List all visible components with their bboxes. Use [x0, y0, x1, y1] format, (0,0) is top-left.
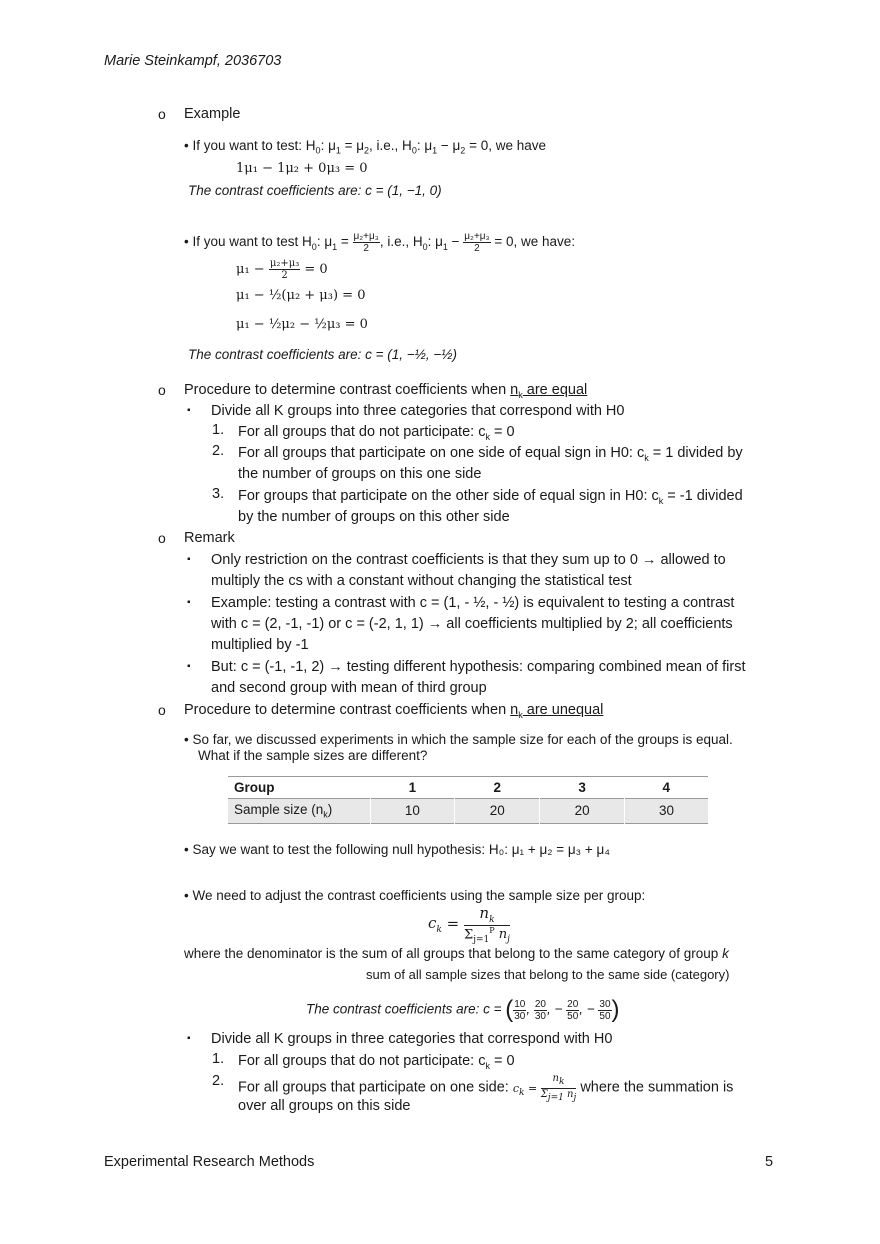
- adjust-text: • We need to adjust the contrast coefficients using the sample size per group:: [184, 888, 646, 903]
- list-number: 2.: [212, 1073, 225, 1089]
- divide-unequal: Divide all K groups in three categories that correspond with H0: [211, 1031, 613, 1047]
- page-number: 5: [765, 1154, 774, 1170]
- table-header-row: [228, 777, 708, 799]
- table-header-cell: 3: [578, 780, 586, 795]
- footer-title: Experimental Research Methods: [104, 1154, 315, 1170]
- procedure-equal-heading: Procedure to determine contrast coefficients when $n_k$ are equal: [184, 382, 588, 400]
- unequal-intro-1: • So far, we discussed experiments in which the sample size for each of the groups is equal.: [184, 732, 733, 747]
- where-text: where the denominator is the sum of all groups that belong to the same category of group k: [184, 946, 729, 961]
- example-heading: Example: [184, 106, 241, 122]
- bullet-square-icon: ▪: [187, 661, 191, 672]
- procedure-unequal-heading: Procedure to determine contrast coefficients when $n_k$ are unequal: [184, 702, 604, 720]
- table-cell: 30: [625, 799, 708, 824]
- equal-step-1: For all groups that do not participate: $c_k = 0$: [238, 424, 515, 442]
- example-line-5: μ₁ − $\frac{\text{μ₂+μ₃}}{2}$ = 0: [236, 258, 328, 281]
- bullet-circle-icon: o: [158, 530, 166, 546]
- table-cell: 10: [370, 799, 455, 824]
- sample-size-table: [228, 776, 708, 824]
- unequal-step-2-cont: over all groups on this side: [238, 1098, 411, 1114]
- bullet-square-icon: ▪: [187, 597, 191, 608]
- remark-3a: But: c = (-1, -1, 2) → testing different hypothesis: comparing combined mean of first: [211, 659, 746, 675]
- table-header-cell: 2: [493, 780, 502, 795]
- list-number: 2.: [212, 443, 225, 459]
- remark-2c: multiplied by -1: [211, 637, 309, 653]
- equal-step-3: For groups that participate on the other side of equal sign in H0: $c_k = -1$ divided: [238, 488, 743, 506]
- equal-step-2: For all groups that participate on one side of equal sign in H0: $c_k = 1$ divided by: [238, 445, 743, 463]
- table-cell: 20: [540, 799, 625, 824]
- list-number: 1.: [212, 1051, 225, 1067]
- bullet-circle-icon: o: [158, 106, 166, 122]
- example-line-6: μ₁ − ½(μ₂ + μ₃) = 0: [236, 288, 366, 303]
- remark-2a: Example: testing a contrast with c = (1, - ½, - ½) is equivalent to testing a contrast: [211, 595, 735, 611]
- table-header-cell: 1: [408, 780, 417, 795]
- annotation-text: sum of all sample sizes that belong to the same side (category): [366, 967, 730, 982]
- table-cell: Sample size $(n_k)$: [234, 802, 333, 820]
- unequal-step-1: For all groups that do not participate: $c_k = 0$: [238, 1053, 515, 1071]
- page-header: Marie Steinkampf, 2036703: [104, 53, 282, 69]
- unequal-image: [184, 728, 764, 1028]
- table-cell: 20: [455, 799, 540, 824]
- example-line-3: The contrast coefficients are: c = (1, −1, 0): [188, 183, 442, 198]
- list-number: 3.: [212, 486, 225, 502]
- equal-step-2-cont: the number of groups on this one side: [238, 466, 482, 482]
- example-image: [184, 134, 624, 374]
- list-number: 1.: [212, 422, 225, 438]
- remark-heading: Remark: [184, 530, 235, 546]
- bullet-circle-icon: o: [158, 382, 166, 398]
- divide-equal: Divide all K groups into three categories that correspond with H0: [211, 403, 625, 419]
- equal-step-3-cont: by the number of groups on this other side: [238, 509, 510, 525]
- bullet-circle-icon: o: [158, 702, 166, 718]
- table-header-cell: Group: [234, 780, 275, 795]
- unequal-intro-2: What if the sample sizes are different?: [198, 748, 428, 763]
- table-header-cell: 4: [662, 780, 671, 795]
- remark-3b: and second group with mean of third group: [211, 680, 487, 696]
- remark-1a: Only restriction on the contrast coefficients is that they sum up to 0 → allowed to: [211, 552, 726, 568]
- bullet-square-icon: ▪: [187, 405, 191, 416]
- null-hypothesis: • Say we want to test the following null hypothesis: H₀: μ₁ + μ₂ = μ₃ + μ₄: [184, 842, 610, 857]
- example-line-4: • If you want to test $H_0$: $\mu_1$ = $\frac{\text{μ₂+μ₃}}{2}$ , i.e., $H_0$: $\mu_1$ − $\frac{\text{μ₂+μ₃}}{2}$ = 0, we have:: [184, 231, 576, 254]
- remark-2b: with c = (2, -1, -1) or c = (-2, 1, 1) → all coefficients multiplied by 2; all coefficients: [211, 616, 733, 632]
- example-line-8: The contrast coefficients are: c = (1, −½, −½): [188, 347, 458, 362]
- example-line-1: • If you want to test: $H_0$: $\mu_1 = \mu_2$, i.e., $H_0$: $\mu_1 - \mu_2 = 0$, we have: [184, 138, 546, 156]
- table-row: [228, 799, 708, 824]
- example-line-7: μ₁ − ½μ₂ − ½μ₃ = 0: [236, 317, 368, 332]
- unequal-step-2: For all groups that participate on one side: $c_k$ = $\frac{n_k}{\Sigma_{j=1} n_j}$ where the summation is: [238, 1073, 734, 1103]
- contrast-formula: $c_k$ = $\frac{n_k}{\Sigma_{j=1}^P n_j}$: [428, 904, 510, 945]
- coefficients-result: The contrast coefficients are: c = ( $\frac{10}{30}$ , $\frac{20}{30}$ , − $\frac{20}{50}$ , − $\frac{30}{50}$ ): [306, 996, 620, 1023]
- example-line-2: 1μ₁ − 1μ₂ + 0μ₃ = 0: [236, 161, 368, 176]
- bullet-square-icon: ▪: [187, 554, 191, 565]
- bullet-square-icon: ▪: [187, 1033, 191, 1044]
- remark-1b: multiply the cs with a constant without changing the statistical test: [211, 573, 632, 589]
